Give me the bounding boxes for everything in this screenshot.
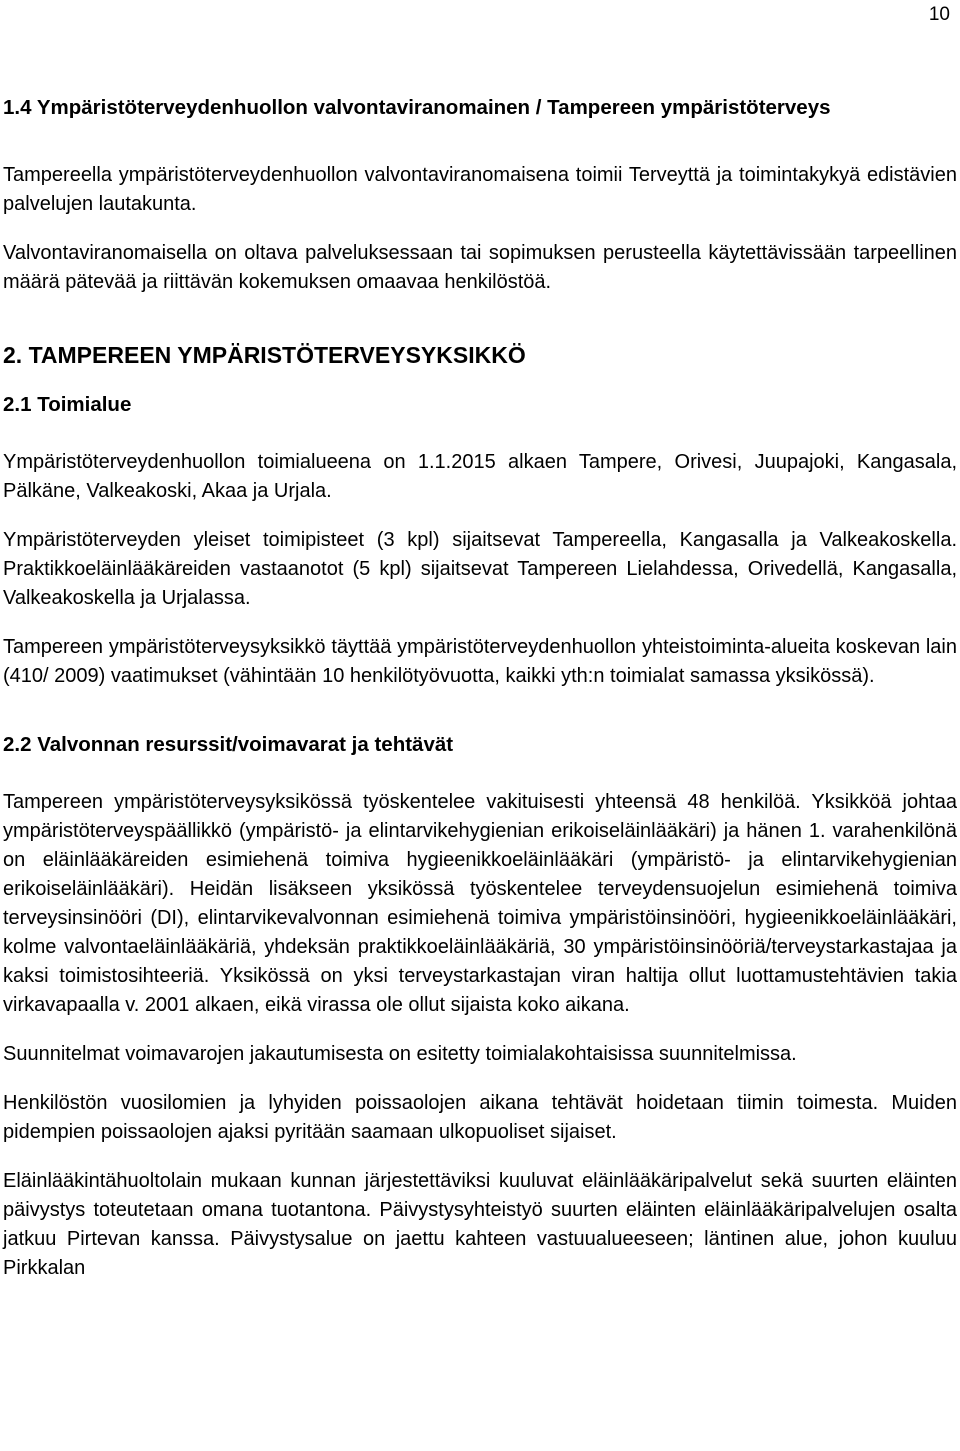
chapter-2-heading: 2. TAMPEREEN YMPÄRISTÖTERVEYSYKSIKKÖ xyxy=(3,342,526,368)
section-2-1-paragraph-3: Tampereen ympäristöterveysyksikkö täyttää ympäristöterveydenhuollon yhteistoiminta-alueita koskevan lain (410/ 2009) vaatimukset (vähintään 10 henkilötyövuotta, kaikki yth:n toimialat samassa yksikössä). xyxy=(3,636,957,687)
section-2-1-paragraph-2: Ympäristöterveyden yleiset toimipisteet (3 kpl) sijaitsevat Tampereella, Kangasalla ja Valkeakoskella. Praktikkoeläinlääkäreiden vastaanotot (5 kpl) sijaitsevat Tampereen Lielahdessa, Orivedellä, Kangasalla, Valkeakoskella ja Urjalassa. xyxy=(3,529,957,609)
section-2-2-paragraph-4: Eläinlääkintähuoltolain mukaan kunnan järjestettäviksi kuuluvat eläinlääkäripalvelut sekä suurten eläinten päivystys toteutetaan omana tuotantona. Päivystysyhteistyö suurten eläinten eläinlääkäripalvelujen osalta jatkuu Pirtevan kanssa. Päivystysalue on jaettu kahteen vastuualueeseen; läntinen alue, johon kuuluu Pirkkalan xyxy=(3,1170,957,1279)
page-content xyxy=(3,93,957,1283)
section-1-4-paragraph-1: Tampereella ympäristöterveydenhuollon valvontaviranomaisena toimii Terveyttä ja toimintakykyä edistävien palvelujen lautakunta. xyxy=(3,164,957,215)
section-2-1-heading: 2.1 Toimialue xyxy=(3,393,132,416)
section-1-4-heading: 1.4 Ympäristöterveydenhuollon valvontaviranomainen / Tampereen ympäristöterveys xyxy=(3,96,831,119)
section-2-2-paragraph-1: Tampereen ympäristöterveysyksikössä työskentelee vakituisesti yhteensä 48 henkilöä. Yksikköä johtaa ympäristöterveyspäällikkö (ympäristö- ja elintarvikehygienian erikoiseläinlääkäri) ja hänen 1. varahenkilönä on eläinlääkäreiden esimiehenä toimiva hygieenikkoeläinlääkäri (ympäristö- ja elintarvikehygienian erikoiseläinlääkäri). Heidän lisäkseen yksikössä työskentelee terveydensuojelun esimiehenä toimiva terveysinsinööri (DI), elintarvikevalvonnan esimiehenä toimiva ympäristöinsinööri, hygieenikkoeläinlääkäri, kolme valvontaeläinlääkäriä, yhdeksän praktikkoeläinlääkäriä, 30 ympäristöinsinööriä/terveystarkastajaa ja kaksi toimistosihteeriä. Yksikössä on yksi terveystarkastajan viran haltija ollut luottamustehtävien takia virkavapaalla v. 2001 alkaen, eikä virassa ole ollut sijaista koko aikana. xyxy=(3,791,957,1016)
section-2-2-paragraph-3: Henkilöstön vuosilomien ja lyhyiden poissaolojen aikana tehtävät hoidetaan tiimin toimesta. Muiden pidempien poissaolojen ajaksi pyritään saamaan ulkopuoliset sijaiset. xyxy=(3,1092,957,1143)
section-1-4-paragraph-2: Valvontaviranomaisella on oltava palveluksessaan tai sopimuksen perusteella käytettävissään tarpeellinen määrä pätevää ja riittävän kokemuksen omaavaa henkilöstöä. xyxy=(3,242,957,293)
section-2-1-paragraph-1: Ympäristöterveydenhuollon toimialueena on 1.1.2015 alkaen Tampere, Orivesi, Juupajoki, Kangasala, Pälkäne, Valkeakoski, Akaa ja Urjala. xyxy=(3,451,957,502)
page-number: 10 xyxy=(928,4,950,25)
section-2-2-paragraph-2: Suunnitelmat voimavarojen jakautumisesta on esitetty toimialakohtaisissa suunnitelmissa. xyxy=(3,1043,797,1065)
section-2-2-heading: 2.2 Valvonnan resurssit/voimavarat ja tehtävät xyxy=(3,733,454,756)
